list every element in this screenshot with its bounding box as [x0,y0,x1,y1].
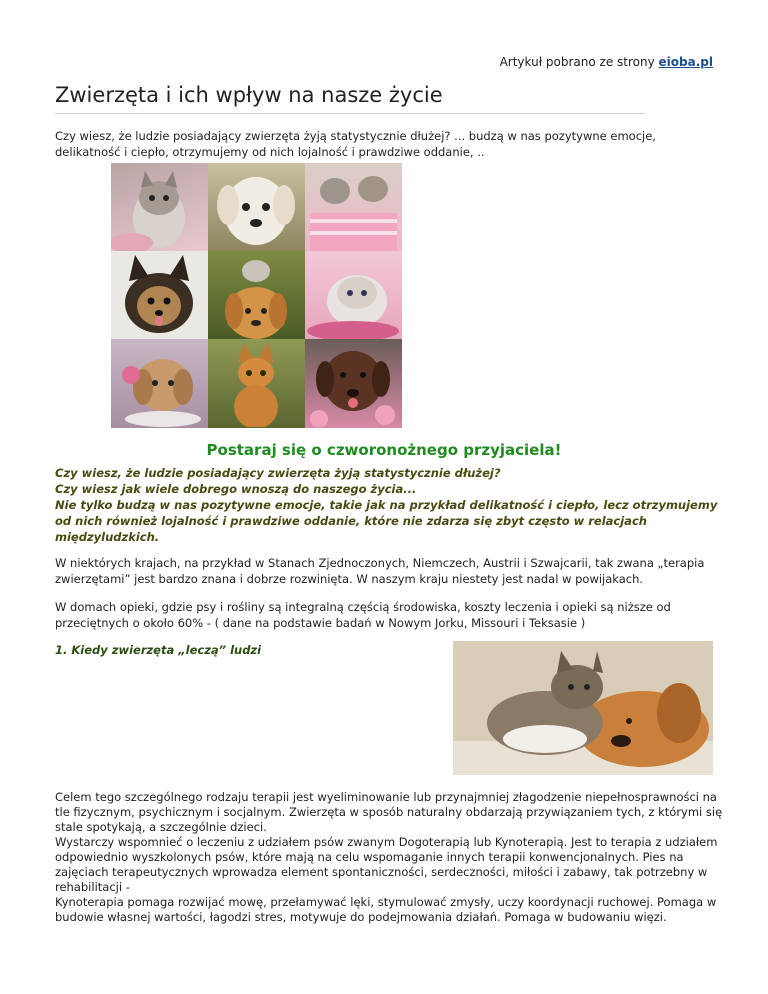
section-subheading: Postaraj się o czworonożnego przyjaciela! [206,441,562,459]
persian-kitten-photo [305,251,402,339]
source-attribution [500,55,713,69]
lead-line: Nie tylko budzą w nas pozytywne emocje, takie jak na przykład delikatność i ciepło, lecz otrzymujemy od nich również lojalność i prawdziwe oddanie, które nie zdarza się zbyt często w relacjach międzyludzkich. [55,498,718,544]
poodle-photo [111,339,208,428]
golden-puppy-photo [208,251,305,339]
cat-and-dog-photo [453,641,713,775]
section-1-body [55,790,725,925]
lead-paragraph [55,465,725,545]
intro-text: Czy wiesz, że ludzie posiadający zwierzęta żyją statystycznie dłużej? ... budzą w nas pozytywne emocje, delikatność i ciepło, otrzymujemy od nich lojalność i prawdziwe oddanie, .. [55,129,656,159]
yorkie-photo [111,251,208,339]
kitten-photo [111,163,208,251]
puppy-photo [208,163,305,251]
body-paragraph: Celem tego szczególnego rodzaju terapii jest wyeliminowanie lub przynajmniej złagodzenie niepełnosprawności na tle fizycznym, psychicznym i socjalnym. Zwierzęta w sposób naturalny obdarzają przywiązaniem tych, z którymi się stale spotykają, a szczególnie dzieci. [55,790,723,834]
source-prefix: Artykuł pobrano ze strony [499,55,655,69]
body-paragraph: Wystarczy wspomnieć o leczeniu z udziałem psów zwanym Dogoterapią lub Kynoterapią. Jest to terapia z udziałem odpowiednio wyszkolonych psów, które mają na celu wspomaganie innych terapii konwencjonalnych. Pies na zajęciach terapeutycznych wprowadza element spontaniczności, serdeczności, miłości i zabawy, tak potrzebny w rehabilitacji - [55,835,718,894]
kittens-basket-photo [305,163,402,251]
body-paragraph: Kynoterapia pomaga rozwijać mowę, przełamywać lęki, stymulować zmysły, uczy koordynacji ruchowej. Pomaga w budowie własnej wartości, łagodzi stres, motywuje do podejmowania działań. Pomaga w budowaniu więzi. [55,895,717,924]
lead-line: Czy wiesz, że ludzie posiadający zwierzęta żyją statystycznie dłużej? [55,466,501,480]
tabby-cat-photo [208,339,305,428]
title-divider [55,113,645,114]
lead-line: Czy wiesz jak wiele dobrego wnoszą do naszego życia... [55,482,417,496]
labrador-puppy-photo [305,339,402,428]
paragraph-care-homes: W domach opieki, gdzie psy i rośliny są integralną częścią środowiska, koszty leczenia i opieki są niższe od przeciętnych o około 60% - ( dane na podstawie badań w Nowym Jorku, Missouri i Teksasie ) [55,600,671,630]
pets-collage-image [111,163,402,428]
paragraph-therapy: W niektórych krajach, na przykład w Stanach Zjednoczonych, Niemczech, Austrii i Szwajcarii, tak zwana „terapia zwierzętami” jest bardzo znana i dobrze rozwinięta. W naszym kraju niestety jest nadal w powijakach. [55,556,705,586]
article-title: Zwierzęta i ich wpływ na nasze życie [55,83,443,107]
section-1-title: 1. Kiedy zwierzęta „leczą” ludzi [55,643,262,657]
source-link[interactable]: eioba.pl [658,55,713,69]
